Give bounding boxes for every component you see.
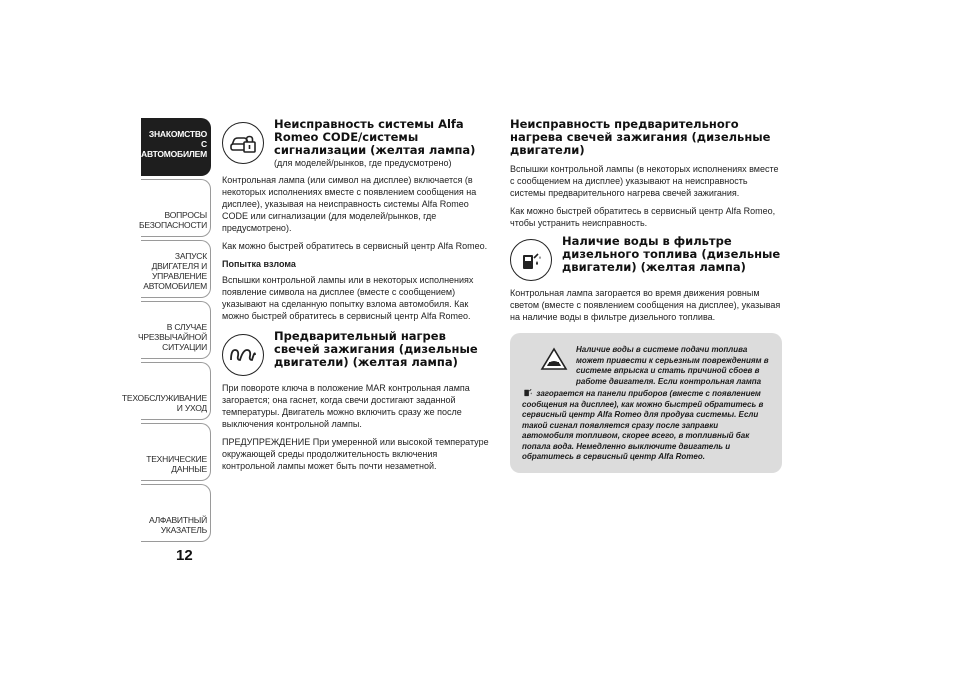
- warning-text: Наличие воды в системе подачи топлива может привести к серьезным повреждениям в системе впрыска и стать причиной сбоев в работе двигателя. Если контрольная лампа: [576, 345, 769, 386]
- section-title: Неисправность предварительного нагрева свечей зажигания (дизельные двигатели): [510, 117, 771, 157]
- warning-triangle-icon: [540, 347, 568, 371]
- tab-label: ЗНАКОМСТВО С АВТОМОБИЛЕМ: [141, 129, 207, 159]
- tab-introduction[interactable]: [141, 118, 211, 176]
- tab-label: АЛФАВИТНЫЙ УКАЗАТЕЛЬ: [148, 515, 207, 535]
- section-title: Неисправность системы Alfa Romeo CODE/системы сигнализации (желтая лампа): [274, 117, 476, 157]
- warning-text-continued: загорается на панели приборов (вместе с появлением сообщения на дисплее), как можно быстрей обратитесь в сервисный центр Alfa Romeo для продува системы. Если такой сигнал появляется сразу после заправки автомобиля топливом, скорее всего, в топливный бак попала вода. Немедленно выключите двигатель и обратитесь в сервисный центр Alfa Romeo.: [522, 389, 764, 461]
- section-glow-plug-header: [222, 330, 492, 376]
- section-title: Предварительный нагрев свечей зажигания (дизельные двигатели) (желтая лампа): [274, 329, 478, 369]
- tab-label: ЗАПУСК ДВИГАТЕЛЯ И УПРАВЛЕНИЕ АВТОМОБИЛЕМ: [143, 251, 207, 291]
- section-water-in-fuel-header: [510, 235, 782, 281]
- paragraph: При повороте ключа в положение MAR контрольная лампа загорается; она гаснет, когда свечи достигают заданной температуры. Двигатель можно включить сразу же после выключения контрольной лампы.: [222, 383, 470, 429]
- paragraph: Как можно быстрей обратитесь в сервисный центр Alfa Romeo.: [222, 241, 488, 251]
- tab-label: В СЛУЧАЕ ЧРЕЗВЫЧАЙНОЙ СИТУАЦИИ: [137, 322, 207, 352]
- water-in-fuel-icon: [522, 387, 534, 396]
- water-in-fuel-icon: [510, 239, 552, 281]
- chapter-tabs: [121, 118, 211, 545]
- warning-box: [510, 333, 782, 473]
- section-alfa-code-header: [222, 118, 492, 168]
- tab-starting-driving[interactable]: [141, 240, 211, 298]
- tab-emergency[interactable]: [137, 301, 211, 359]
- left-column: [222, 118, 492, 478]
- tab-label: ТЕХОБСЛУЖИВАНИЕ И УХОД: [121, 393, 207, 413]
- warning-text: [522, 387, 770, 463]
- tab-label: ВОПРОСЫ БЕЗОПАСНОСТИ: [139, 210, 207, 230]
- tab-maintenance[interactable]: [121, 362, 211, 420]
- page-number: 12: [176, 547, 193, 564]
- subheading: Попытка взлома: [222, 259, 296, 269]
- paragraph: Вспышки контрольной лампы (в некоторых исполнениях вместе с сообщением на дисплее) указывают на неисправность системы предварительного нагрева свечей зажигания.: [510, 164, 779, 198]
- right-column: [510, 118, 782, 473]
- paragraph: Контрольная лампа (или символ на дисплее) включается (в некоторых исполнениях вместе с появлением сообщения на дисплее), указывая на неисправность системы Alfa Romeo CODE или сигнализации (для моделей/рынков, где предусмотрено).: [222, 175, 477, 233]
- glow-plug-icon: [222, 334, 264, 376]
- alarm-lock-icon: [222, 122, 264, 164]
- tab-index[interactable]: [141, 484, 211, 542]
- tab-technical-data[interactable]: [141, 423, 211, 481]
- paragraph: ПРЕДУПРЕЖДЕНИЕ При умеренной или высокой температуре окружающей среды продолжительность включения контрольной лампы может быть почти незаметной.: [222, 437, 489, 471]
- section-subtitle: (для моделей/рынков, где предусмотрено): [274, 158, 452, 168]
- paragraph: Контрольная лампа загорается во время движения ровным светом (вместе с появлением сообщения на дисплее), указывая на наличие воды в фильтре дизельного топлива.: [510, 288, 781, 322]
- tab-label: ТЕХНИЧЕСКИЕ ДАННЫЕ: [146, 454, 207, 474]
- section-title: Наличие воды в фильтре дизельного топлива (дизельные двигатели) (желтая лампа): [562, 234, 781, 274]
- paragraph: Как можно быстрей обратитесь в сервисный центр Alfa Romeo, чтобы устранить неисправность.: [510, 206, 776, 228]
- tab-safety[interactable]: [141, 179, 211, 237]
- paragraph: Вспышки контрольной лампы или в некоторых исполнениях появление символа на дисплее (вместе с сообщением) указывают на сделанную попытку взлома автомобиля. Как можно быстрей обратитесь в сервисный центр Alfa Romeo.: [222, 275, 474, 321]
